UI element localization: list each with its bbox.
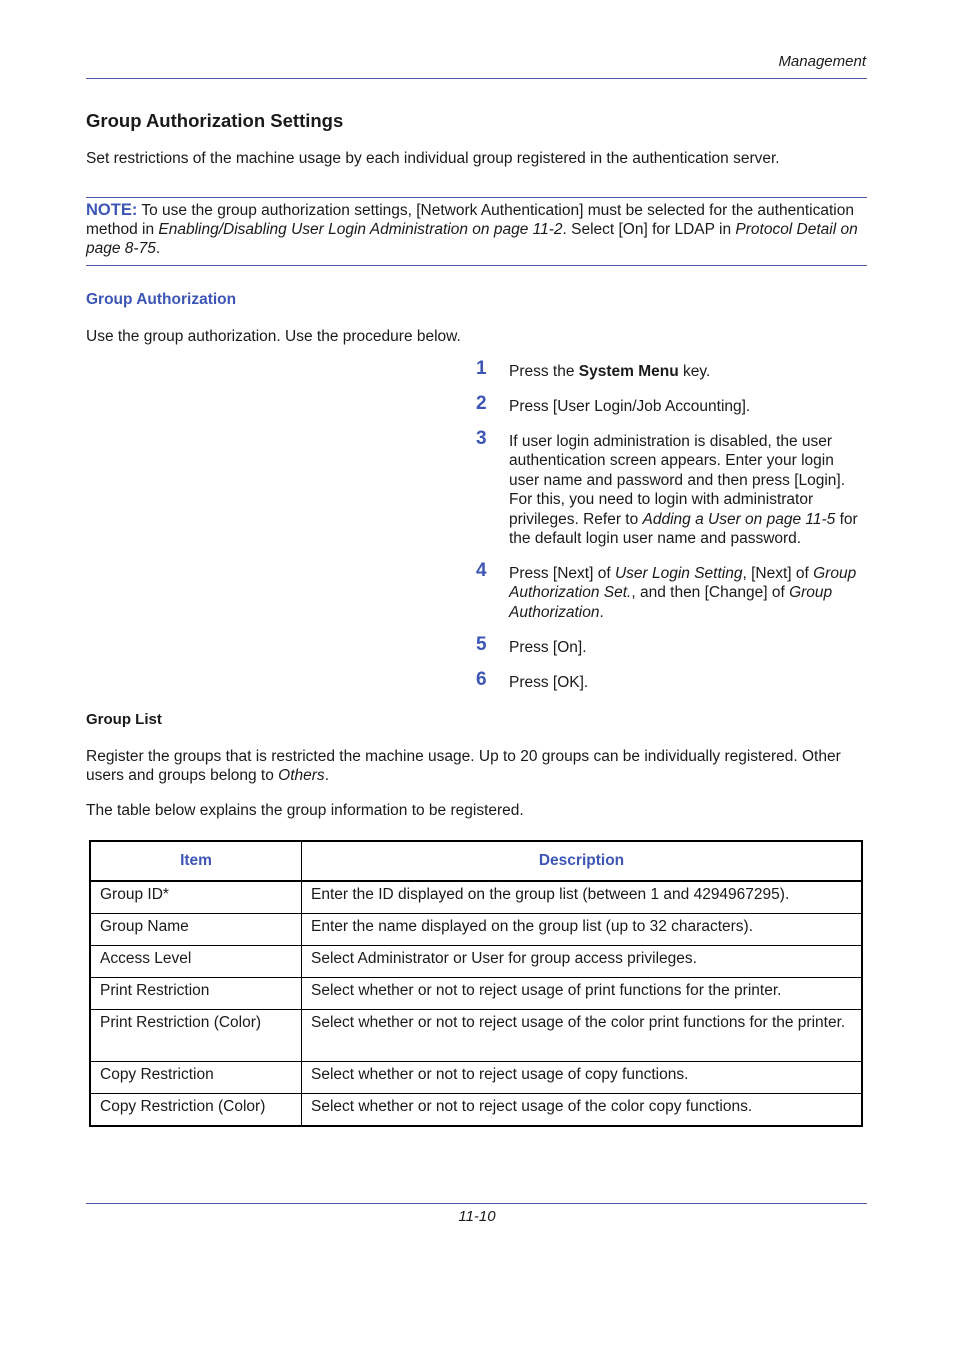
- step-number: 5: [476, 634, 487, 655]
- note-block: [86, 201, 867, 258]
- table-header-row: [90, 841, 862, 881]
- step-text: Press the System Menu key.: [509, 363, 711, 380]
- note-ref-2: Protocol Detail on page 8-75: [86, 221, 858, 257]
- step-number: 4: [476, 560, 487, 581]
- group-info-table: [89, 840, 863, 1127]
- table-row: [90, 914, 862, 946]
- step-text: If user login administration is disabled, the user authentication screen appears. Enter your login user name and password and then press [Login]. For this, you need to login with administrator privileges. Refer to Adding a User on page 11-5 for the default login user name and password.: [509, 433, 858, 548]
- group-list-paragraph: Register the groups that is restricted the machine usage. Up to 20 groups can be individually registered. Other users and groups belong to Others.: [86, 748, 841, 784]
- header-rule: [86, 78, 867, 79]
- item-cell: Group ID*: [90, 881, 302, 914]
- group-authorization-heading: Group Authorization: [86, 291, 237, 308]
- step-text: Press [On].: [509, 639, 587, 656]
- note-ref-1: Enabling/Disabling User Login Administration on page 11-2: [158, 221, 563, 238]
- description-cell: Enter the ID displayed on the group list (between 1 and 4294967295).: [302, 881, 863, 914]
- step-text: Press [OK].: [509, 674, 589, 691]
- table-row: [90, 1010, 862, 1062]
- note-top-rule: [86, 197, 867, 198]
- item-cell: Group Name: [90, 914, 302, 946]
- table-row: [90, 1094, 862, 1127]
- step-number: 1: [476, 358, 487, 379]
- group-authorization-intro: Use the group authorization. Use the procedure below.: [86, 328, 461, 345]
- note-text-3: .: [155, 240, 161, 257]
- description-cell: Select whether or not to reject usage of the color print functions for the printer.: [302, 1010, 863, 1062]
- footer-rule: [86, 1203, 867, 1204]
- table-intro: The table below explains the group information to be registered.: [86, 802, 524, 819]
- step-number: 2: [476, 393, 487, 414]
- step-number: 6: [476, 669, 487, 690]
- description-cell: Select whether or not to reject usage of print functions for the printer.: [302, 978, 863, 1010]
- description-cell: Select Administrator or User for group access privileges.: [302, 946, 863, 978]
- page-number: 11-10: [458, 1208, 496, 1225]
- page-title: Group Authorization Settings: [86, 110, 344, 131]
- item-cell: Print Restriction: [90, 978, 302, 1010]
- table-row: [90, 946, 862, 978]
- note-label: NOTE:: [86, 201, 138, 219]
- note-text-2: . Select [On] for LDAP in: [562, 221, 736, 238]
- description-cell: Enter the name displayed on the group list (up to 32 characters).: [302, 914, 863, 946]
- step-ref: Adding a User on page 11-5: [642, 510, 836, 528]
- step-number: 3: [476, 428, 487, 449]
- item-cell: Copy Restriction (Color): [90, 1094, 302, 1127]
- table-row: [90, 978, 862, 1010]
- column-header-description: Description: [302, 841, 863, 881]
- description-cell: Select whether or not to reject usage of the color copy functions.: [302, 1094, 863, 1127]
- column-header-item: Item: [90, 841, 302, 881]
- running-header: Management: [778, 53, 866, 70]
- item-cell: Print Restriction (Color): [90, 1010, 302, 1062]
- step-text: Press [User Login/Job Accounting].: [509, 398, 751, 415]
- description-cell: Select whether or not to reject usage of copy functions.: [302, 1062, 863, 1094]
- step-text: Press [Next] of User Login Setting, [Next] of Group Authorization Set., and then [Change] of Group Authorization.: [509, 565, 857, 621]
- note-bottom-rule: [86, 265, 867, 266]
- intro-paragraph: Set restrictions of the machine usage by each individual group registered in the authentication server.: [86, 150, 780, 167]
- item-cell: Access Level: [90, 946, 302, 978]
- table-row: [90, 1062, 862, 1094]
- table-row: [90, 881, 862, 914]
- group-list-heading: Group List: [86, 711, 162, 728]
- item-cell: Copy Restriction: [90, 1062, 302, 1094]
- note-text-1: To use the group authorization settings, [Network Authentication] must be selected for the authentication method in: [86, 202, 854, 238]
